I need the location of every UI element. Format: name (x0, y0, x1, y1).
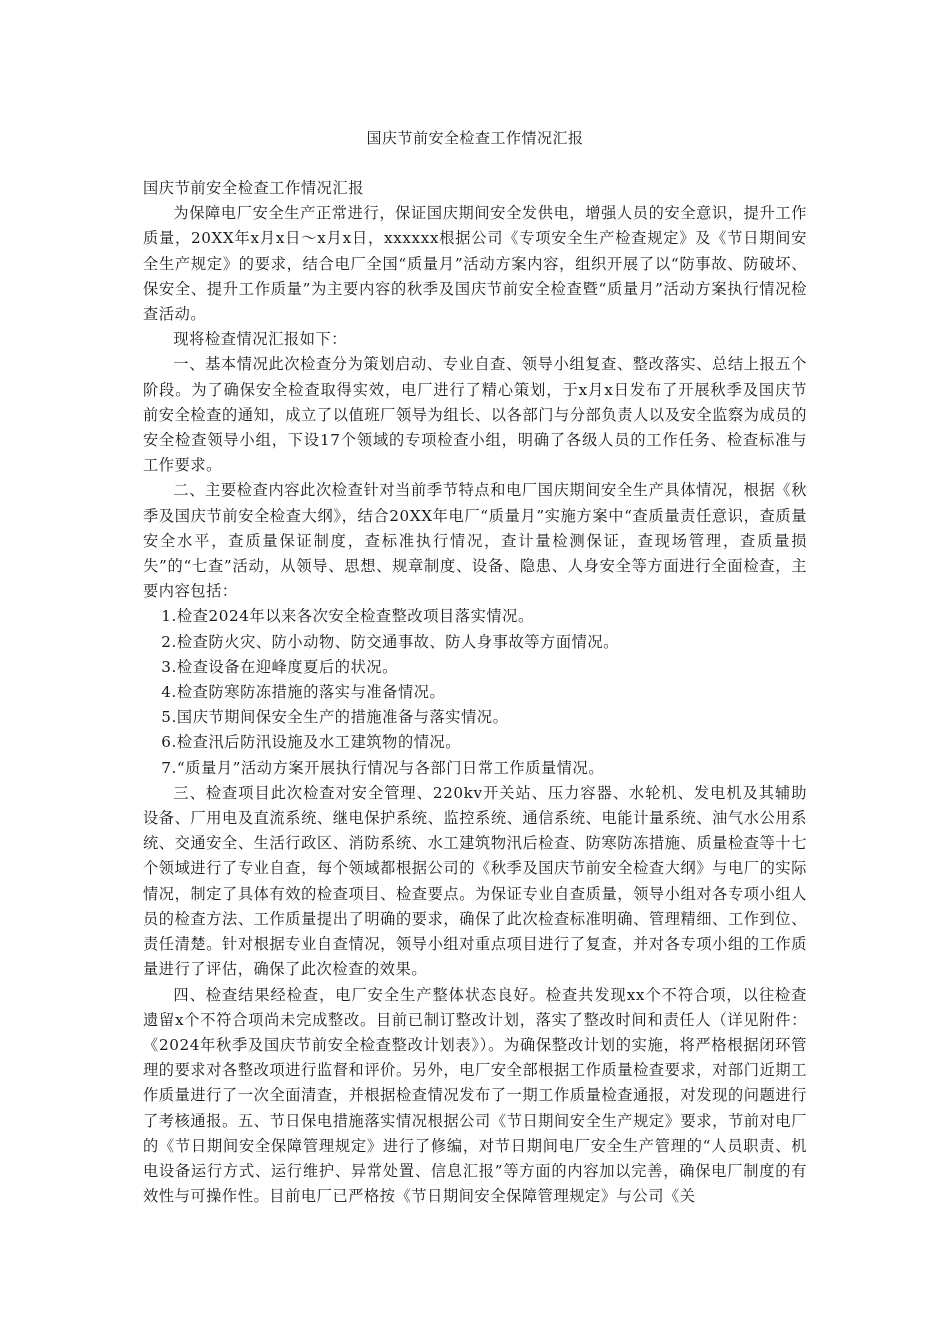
list-item: 4.检查防寒防冻措施的落实与准备情况。 (161, 683, 446, 702)
body-heading: 国庆节前安全检查工作情况汇报 (143, 179, 365, 197)
document-body (143, 176, 807, 1209)
list-item: 3.检查设备在迎峰度夏后的状况。 (161, 657, 398, 676)
report-lead-paragraph: 现将检查情况汇报如下： (173, 330, 348, 349)
section-inspection-items: 三、检查项目此次检查对安全管理、220kv开关站、压力容器、水轮机、发电机及其辅助设备、厂用电及直流系统、继电保护系统、监控系统、通信系统、电能计量系统、油气水公用系统、交通安全、生活行政区、消防系统、水工建筑物汛后检查、防寒防冻措施、质量检查等十七个领域进行了专业自查，每个领域都根据公司的《秋季及国庆节前安全检查大纲》与电厂的实际情况，制定了具体有效的检查项目、检查要点。为保证专业自查质量，领导小组对各专项小组人员的检查方法、工作质量提出了明确的要求，确保了此次检查标准明确、管理精细、工作到位、责任清楚。针对根据专业自查情况，领导小组对重点项目进行了复查，并对各专项小组的工作质量进行了评估，确保了此次检查的效果。 (143, 783, 807, 979)
section-main-content: 二、主要检查内容此次检查针对当前季节特点和电厂国庆期间安全生产具体情况，根据《秋季及国庆节前安全检查大纲》，结合20XX年电厂“质量月”实施方案中“查质量责任意识，查质量安全水平，查质量保证制度，查标准执行情况，查计量检测保证，查现场管理，查质量损失”的“七查”活动，从领导、思想、规章制度、设备、隐患、人身安全等方面进行全面检查，主要内容包括： (143, 481, 807, 601)
intro-paragraph: 为保障电厂安全生产正常进行，保证国庆期间安全发供电，增强人员的安全意识，提升工作质量，20XX年x月x日～x月x日，xxxxxx根据公司《专项安全生产检查规定》及《节日期间安全生产规定》的要求，结合电厂全国“质量月”活动方案内容，组织开展了以“防事故、防破坏、保安全、提升工作质量”为主要内容的秋季及国庆节前安全检查暨“质量月”活动方案执行情况检查活动。 (143, 204, 807, 324)
list-item: 1.检查2024年以来各次安全检查整改项目落实情况。 (161, 607, 534, 626)
list-item: 7.“质量月”活动方案开展执行情况与各部门日常工作质量情况。 (161, 758, 605, 777)
list-item: 2.检查防火灾、防小动物、防交通事故、防人身事故等方面情况。 (161, 632, 619, 651)
document-title: 国庆节前安全检查工作情况汇报 (366, 129, 584, 147)
list-item: 5.国庆节期间保安全生产的措施准备与落实情况。 (161, 708, 509, 727)
list-item: 6.检查汛后防汛设施及水工建筑物的情况。 (161, 733, 462, 752)
section-basic-info: 一、基本情况此次检查分为策划启动、专业自查、领导小组复查、整改落实、总结上报五个阶段。为了确保安全检查取得实效，电厂进行了精心策划，于x月x日发布了开展秋季及国庆节前安全检查的通知，成立了以值班厂领导为组长、以各部门与分部负责人以及安全监察为成员的安全检查领导小组，下设17个领域的专项检查小组，明确了各级人员的工作任务、检查标准与工作要求。 (143, 355, 807, 475)
section-inspection-results: 四、检查结果经检查，电厂安全生产整体状态良好。检查共发现xx个不符合项，以往检查遗留x个不符合项尚未完成整改。目前已制订整改计划，落实了整改时间和责任人（详见附件：《2024年秋季及国庆节前安全检查整改计划表》）。为确保整改计划的实施，将严格根据闭环管理的要求对各整改项进行监督和评价。另外，电厂安全部根据工作质量检查要求，对部门近期工作质量进行了一次全面清查，并根据检查情况发布了一期工作质量检查通报，对发现的问题进行了考核通报。五、节日保电措施落实情况根据公司《节日期间安全生产规定》要求，节前对电厂的《节日期间安全保障管理规定》进行了修编，对节日期间电厂安全生产管理的“人员职责、机电设备运行方式、运行维护、异常处置、信息汇报”等方面的内容加以完善，确保电厂制度的有效性与可操作性。目前电厂已严格按《节日期间安全保障管理规定》与公司《关 (143, 985, 807, 1206)
